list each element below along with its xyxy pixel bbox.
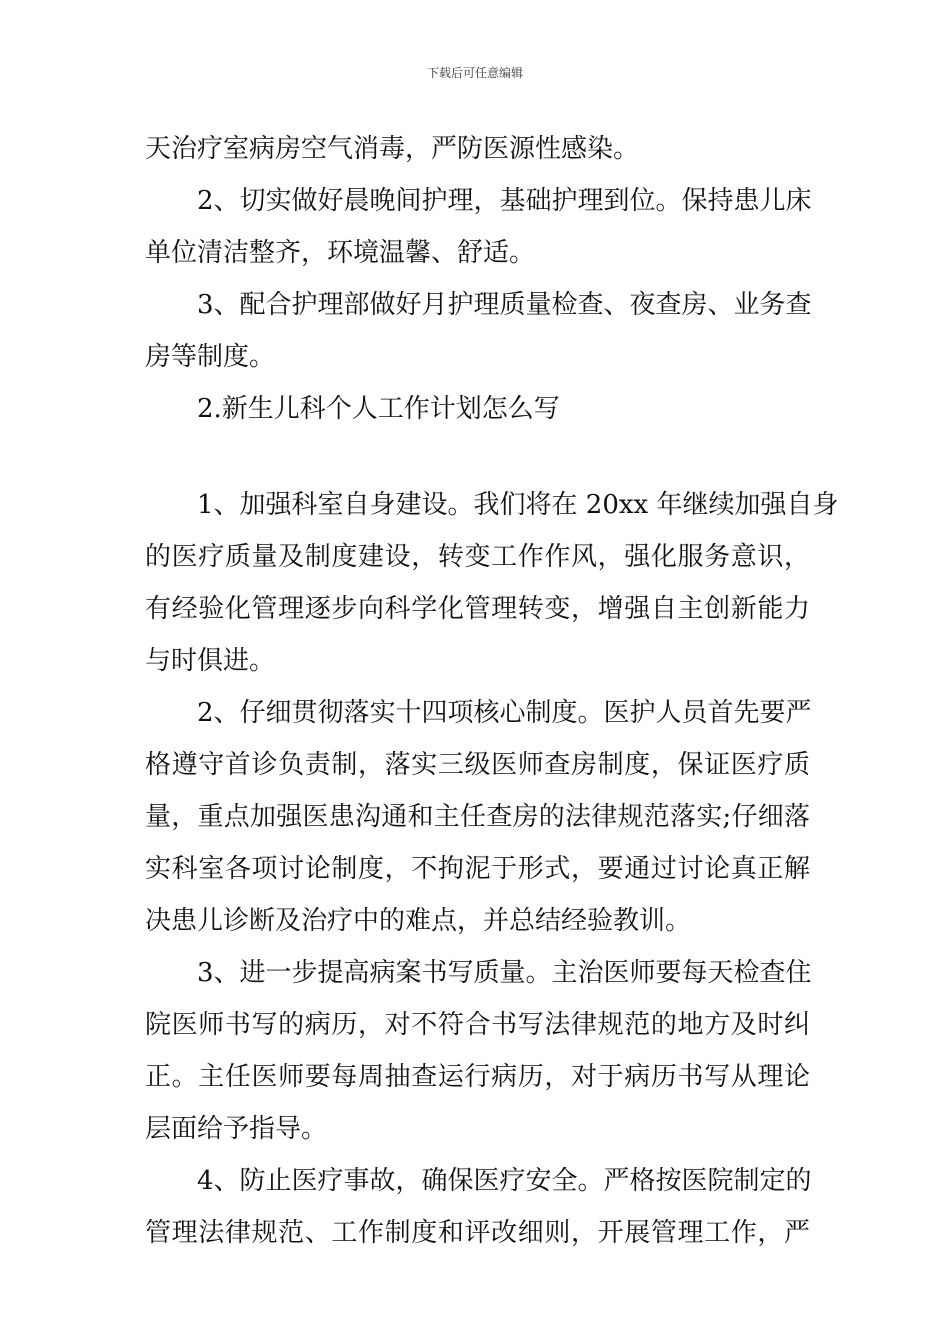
text-line: 1、加强科室自身建设。我们将在 20xx 年继续加强自身	[197, 490, 839, 520]
text-line: 单位清洁整齐，环境温馨、舒适。	[145, 238, 536, 268]
text-line: 实科室各项讨论制度，不拘泥于形式，要通过讨论真正解	[145, 854, 810, 884]
paragraph-gap	[145, 435, 810, 479]
text-line: 层面给予指导。	[145, 1114, 328, 1144]
document-body	[145, 123, 839, 1259]
text-line: 3、配合护理部做好月护理质量检查、夜查房、业务查	[197, 290, 812, 320]
text-line: 院医师书写的病历，对不符合书写法律规范的地方及时纠	[145, 1010, 810, 1040]
text-line: 格遵守首诊负责制，落实三级医师查房制度，保证医疗质	[145, 750, 810, 780]
text-line: 量，重点加强医患沟通和主任查房的法律规范落实;仔细落	[145, 802, 810, 832]
text-line: 正。主任医师要每周抽查运行病历，对于病历书写从理论	[145, 1062, 810, 1092]
text-line: 房等制度。	[145, 342, 276, 372]
text-line: 的医疗质量及制度建设，转变工作作风，强化服务意识，	[145, 542, 810, 572]
text-line: 决患儿诊断及治疗中的难点，并总结经验教训。	[145, 906, 692, 936]
text-line: 2、切实做好晨晚间护理，基础护理到位。保持患儿床	[197, 186, 812, 216]
text-line: 4、防止医疗事故，确保医疗安全。严格按医院制定的	[197, 1166, 812, 1196]
text-line: 与时俱进。	[145, 646, 276, 676]
text-line: 管理法律规范、工作制度和评改细则，开展管理工作，严	[145, 1218, 810, 1248]
section-heading: 2.新生儿科个人工作计划怎么写	[197, 394, 560, 424]
text-line: 3、进一步提高病案书写质量。主治医师要每天检查住	[197, 958, 812, 988]
text-line: 2、仔细贯彻落实十四项核心制度。医护人员首先要严	[197, 698, 812, 728]
text-line: 天治疗室病房空气消毒，严防医源性感染。	[145, 134, 640, 164]
page-header: 下载后可任意编辑	[426, 66, 523, 80]
text-line: 有经验化管理逐步向科学化管理转变，增强自主创新能力	[145, 594, 810, 624]
